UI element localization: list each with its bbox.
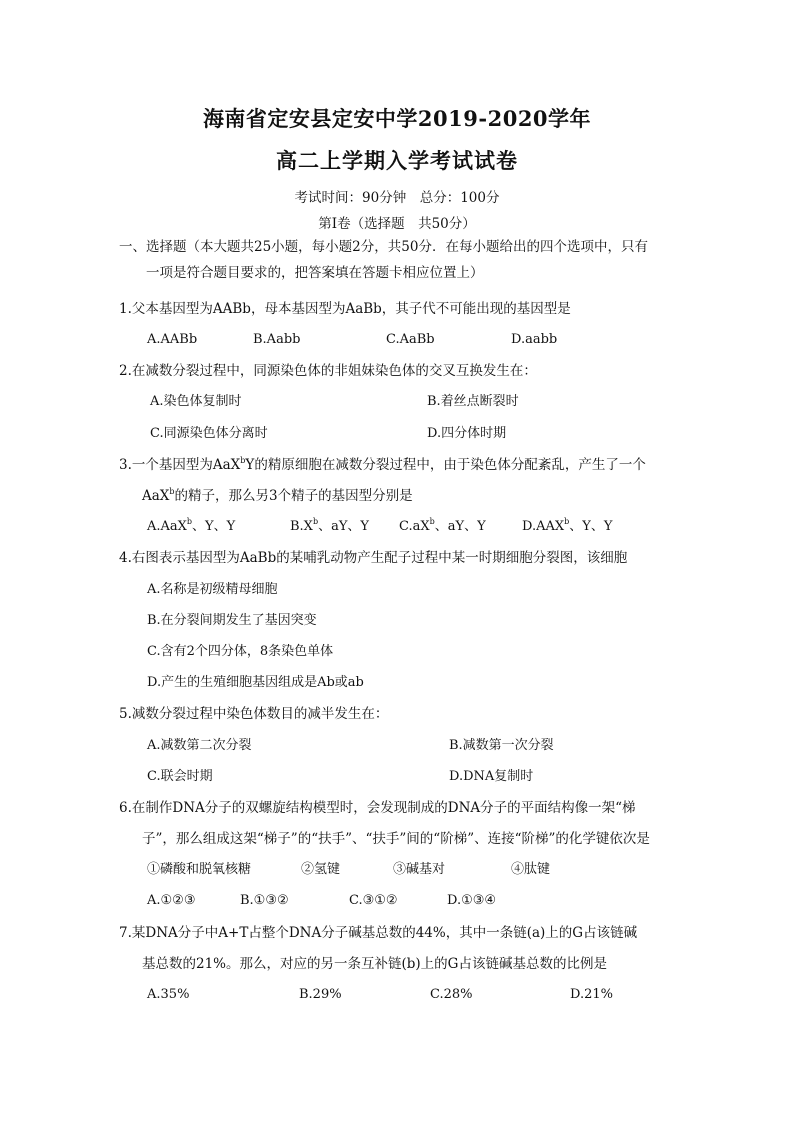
question-1-option-d: D.aabb xyxy=(511,332,558,347)
question-2-option-b: B.着丝点断裂时 xyxy=(427,394,519,409)
question-6-option-a: A.①②③ xyxy=(147,893,196,908)
question-7-option-c: C.28% xyxy=(430,987,473,1002)
exam-info: 考试时间：90分钟 总分：100分 xyxy=(294,190,500,206)
question-6-stem-continued: 子”，那么组成这架“梯子”的“扶手”、“扶手”间的“阶梯”、连接“阶梯”的化学键依次是 xyxy=(142,831,650,847)
question-4-option-d: D.产生的生殖细胞基因组成是Ab或ab xyxy=(147,675,364,690)
question-7-stem: 7.某DNA分子中A+T占整个DNA分子碱基总数的44%，其中一条链(a)上的G占该链碱 xyxy=(119,925,638,941)
question-6-item-2: ②氢键 xyxy=(301,862,341,877)
question-6-item-3: ③碱基对 xyxy=(393,862,446,877)
question-3-option-c: $C.aX^b$、aY、Y xyxy=(399,517,486,534)
question-3-stem: 3.一个基因型为AaX$^b$Y的精原细胞在减数分裂过程中，由于染色体分配紊乱，产生了一个 xyxy=(119,456,646,473)
instructions-line2: 一项是符合题目要求的，把答案填在答题卡相应位置上） xyxy=(146,265,484,281)
question-3-stem-continued: AaX$^b$的精子，那么另3个精子的基因型分别是 xyxy=(142,487,413,504)
question-4-option-a: A.名称是初级精母细胞 xyxy=(147,582,278,597)
question-6-item-1: ①磷酸和脱氧核糖 xyxy=(147,862,252,877)
question-7-option-b: B.29% xyxy=(299,987,342,1002)
section-label: 第Ⅰ卷（选择题 共50分） xyxy=(318,216,476,232)
question-6-option-c: C.③①② xyxy=(349,893,398,908)
question-1-option-c: C.AaBb xyxy=(386,332,435,347)
question-6-option-b: B.①③② xyxy=(240,893,289,908)
question-6-stem: 6.在制作DNA分子的双螺旋结构模型时，会发现制成的DNA分子的平面结构像一架“梯 xyxy=(119,800,636,816)
question-6-item-4: ④肽键 xyxy=(511,862,551,877)
question-7-option-d: D.21% xyxy=(570,987,613,1002)
question-4-stem: 4.右图表示基因型为AaBb的某哺乳动物产生配子过程中某一时期细胞分裂图，该细胞 xyxy=(119,550,628,566)
question-6-option-d: D.①③④ xyxy=(447,893,497,908)
question-2-option-d: D.四分体时期 xyxy=(427,426,507,441)
question-7-stem-continued: 基总数的21%。那么，对应的另一条互补链(b)上的G占该链碱基总数的比例是 xyxy=(142,956,607,972)
question-5-option-d: D.DNA复制时 xyxy=(449,769,534,784)
question-1-stem: 1.父本基因型为AABb，母本基因型为AaBb，其子代不可能出现的基因型是 xyxy=(119,301,571,317)
question-3-option-a: A.AaX$^b$、Y、Y xyxy=(147,517,236,534)
question-2-option-a: A.染色体复制时 xyxy=(150,394,242,409)
question-5-option-b: B.减数第一次分裂 xyxy=(449,738,554,753)
instructions-line1: 一、选择题（本大题共25小题，每小题2分，共50分．在每小题给出的四个选项中，只有 xyxy=(119,239,648,255)
question-3-option-d: D.AAX$^b$、Y、Y xyxy=(522,517,613,534)
question-5-option-a: A.减数第二次分裂 xyxy=(147,738,252,753)
question-1-option-a: A.AABb xyxy=(147,332,198,347)
question-4-option-c: C.含有2个四分体，8条染色单体 xyxy=(147,644,334,659)
question-3-option-b: $B.X^b$、aY、Y xyxy=(290,517,369,534)
exam-title-line1: 海南省定安县定安中学2019-2020学年 xyxy=(202,106,592,131)
question-5-stem: 5.减数分裂过程中染色体数目的减半发生在： xyxy=(119,706,389,722)
exam-title-line2: 高二上学期入学考试试卷 xyxy=(276,148,518,173)
question-2-stem: 2.在减数分裂过程中，同源染色体的非姐妹染色体的交叉互换发生在： xyxy=(119,363,537,379)
question-1-option-b: B.Aabb xyxy=(253,332,301,347)
question-7-option-a: A.35% xyxy=(147,987,190,1002)
question-2-option-c: C.同源染色体分离时 xyxy=(150,426,268,441)
question-4-option-b: B.在分裂间期发生了基因突变 xyxy=(147,613,317,628)
question-5-option-c: C.联会时期 xyxy=(147,769,213,784)
